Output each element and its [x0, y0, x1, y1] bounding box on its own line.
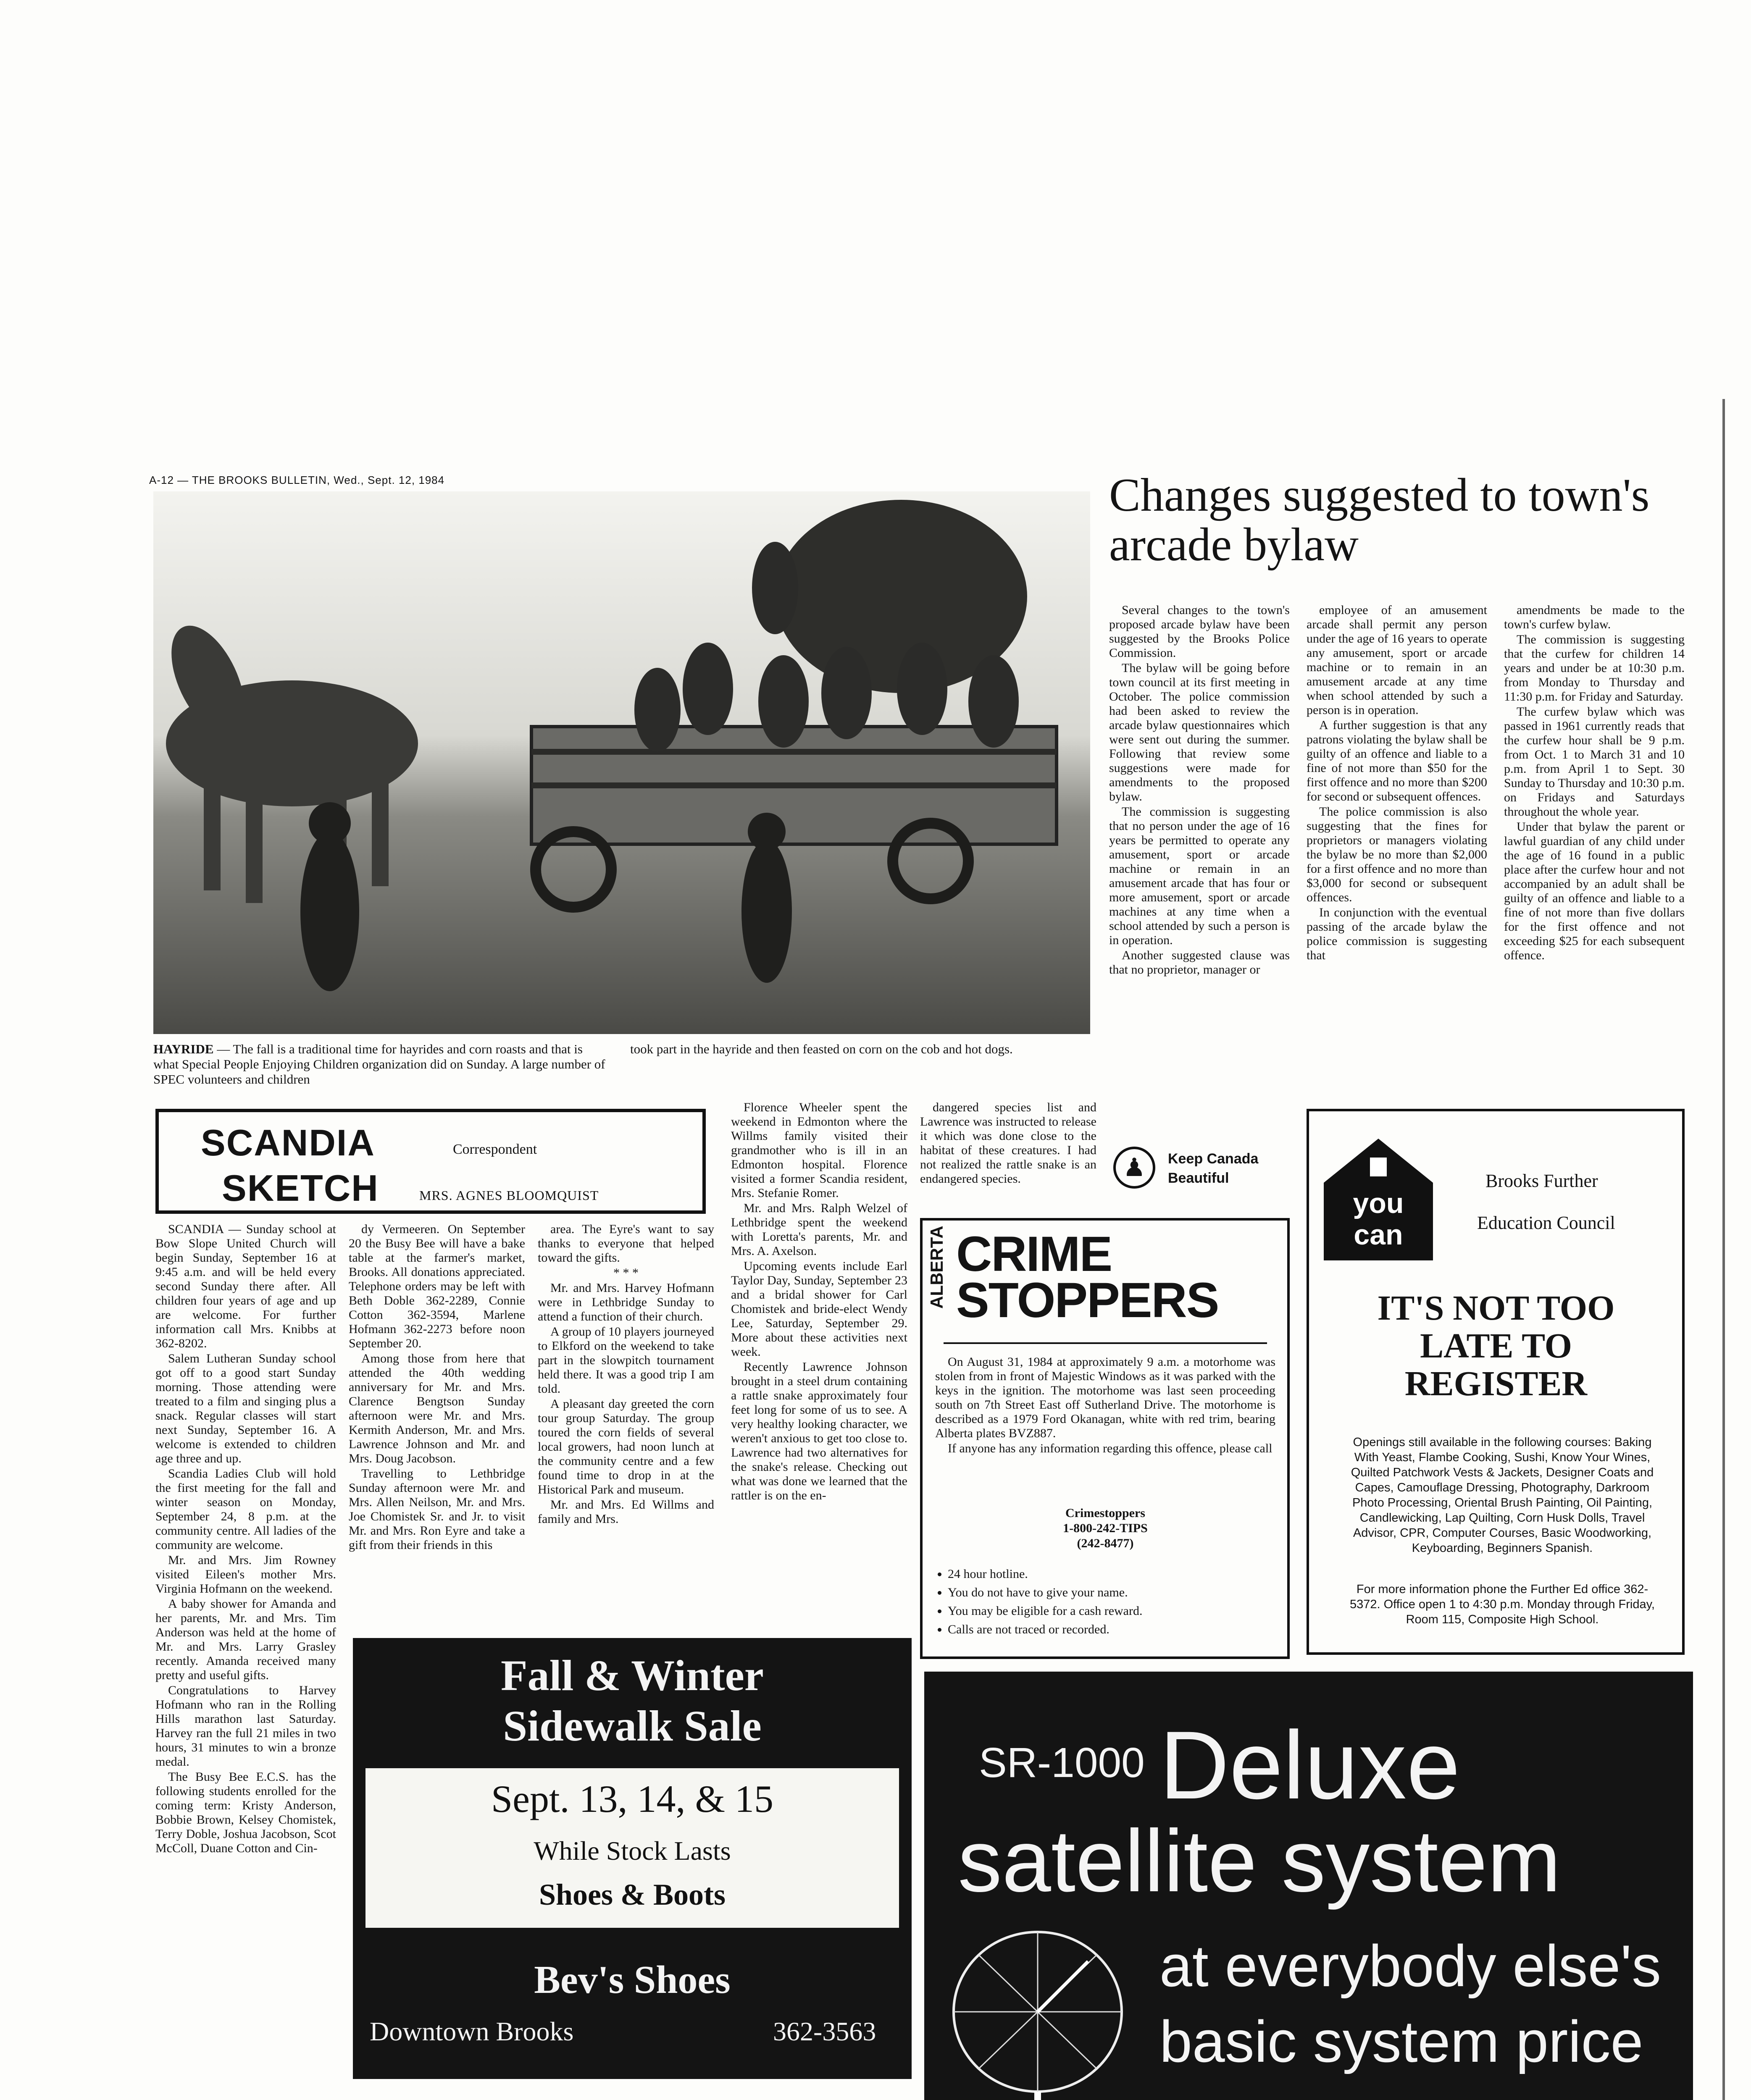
scandia-paragraph: Mr. and Mrs. Harvey Hofmann were in Lethbridge Sunday to attend a function of their church.	[538, 1281, 714, 1323]
sr1000-model: SR-1000	[979, 1739, 1145, 1786]
hayride-caption-lead: HAYRIDE	[153, 1042, 214, 1056]
arcade-column-2	[1307, 603, 1487, 963]
bevs-sale-dates: Sept. 13, 14, & 15	[491, 1777, 774, 1820]
scandia-paragraph: A pleasant day greeted the corn tour group Saturday. The group toured the corn fields of several local growers, had noon lunch at the community centre and a few found time to drop in at the Historical Park and museum.	[538, 1397, 714, 1496]
arcade-headline: Changes suggested to town's arcade bylaw	[1109, 469, 1650, 571]
keep-canada-icon: ♟	[1113, 1147, 1155, 1189]
arcade-paragraph: amendments be made to the town's curfew bylaw.	[1504, 603, 1685, 631]
hayride-caption-continued: took part in the hayride and then feasted on corn on the cob and hot dogs.	[630, 1042, 1013, 1056]
hayride-photo	[153, 491, 1090, 1034]
crime-stoppers-bullets	[931, 1565, 1142, 1639]
arcade-paragraph: The commission is suggesting that no person under the age of 16 years be permitted to operate any amusement, sport or arcade machine or remain in an amusement arcade that has four or more amusement, sport or arcade machines at any time when a school attended by such a person is in operation.	[1109, 805, 1290, 947]
crime-stoppers-title-2: STOPPERS	[956, 1273, 1219, 1328]
arcade-paragraph: A further suggestion is that any patrons violating the bylaw shall be guilty of an offence and liable to a fine of not more than $50 for the first offence and no more than $200 for second or subsequent offences.	[1307, 718, 1487, 803]
scandia-column-1	[155, 1222, 336, 1856]
scandia-paragraph: Mr. and Mrs. Jim Rowney visited Eileen's mother Mrs. Virginia Hofmann on the weekend.	[155, 1553, 336, 1596]
correspondent-label: Correspondent	[453, 1142, 537, 1157]
correspondent-name: MRS. AGNES BLOOMQUIST	[419, 1188, 599, 1203]
scandia-paragraph: Congratulations to Harvey Hofmann who ran in the Rolling Hills marathon last Saturday. Harvey ran the full 21 miles in two hours, 31 minutes to win a bronze medal.	[155, 1683, 336, 1769]
scandia-title-line1: SCANDIA	[201, 1122, 375, 1163]
crime-stoppers-org: Crimestoppers	[1065, 1506, 1145, 1520]
scandia-sketch-banner	[155, 1109, 706, 1214]
crime-stoppers-body	[935, 1355, 1275, 1457]
arcade-paragraph: In conjunction with the eventual passing of the arcade bylaw the police commission is suggesting that	[1307, 906, 1487, 962]
scandia-column-4	[731, 1100, 907, 1504]
scandia-paragraph: * * *	[613, 1266, 639, 1280]
bevs-title-1: Fall & Winter	[501, 1651, 764, 1700]
scandia-paragraph: A group of 10 players journeyed to Elkford on the weekend to take part in the slowpitch tournament held there. It was a good trip I am told.	[538, 1325, 714, 1396]
scandia-paragraph: Travelling to Lethbridge Sunday afternoon were Mr. and Mrs. Allen Neilson, Mr. and Mrs. Joe Chomistek Sr. and Jr. to visit Mr. and Mrs. Ron Eyre and take a gift from their friends in this	[349, 1467, 525, 1552]
crime-stoppers-ad	[920, 1218, 1290, 1659]
further-ed-org-line1: Brooks Further	[1485, 1171, 1598, 1191]
scandia-paragraph: Florence Wheeler spent the weekend in Edmonton where the Willms family visited their grandmother who is ill in an Edmonton hospital. Florence visited a former Scandia resident, Mrs. Stefanie Romer.	[731, 1100, 907, 1200]
crime-stoppers-bullet: • You may be eligible for a cash reward.	[948, 1602, 1142, 1620]
bevs-location: Downtown Brooks	[370, 2016, 574, 2046]
scandia-paragraph: Upcoming events include Earl Taylor Day, Sunday, September 23 and a bridal shower for Carl Chomistek and bride-elect Wendy Lee, Saturday, September 29. More about these activities next week.	[731, 1259, 907, 1359]
scandia-paragraph: Scandia Ladies Club will hold the first meeting for the fall and winter season on Monday, September 24, 8 p.m. at the community centre. All ladies of the community are welcome.	[155, 1467, 336, 1552]
scandia-paragraph: SCANDIA — Sunday school at Bow Slope United Church will begin Sunday, September 16 at 9:45 a.m. and will be held every second Sunday there after. All children four years of age and up are welcome. For further information call Mrs. Knibbs at 362-8202.	[155, 1222, 336, 1350]
crime-stoppers-province-label: ALBERTA	[927, 1226, 946, 1309]
hayride-illustration	[153, 491, 1090, 1034]
scandia-column-2	[349, 1222, 525, 1553]
scandia-paragraph: dangered species list and Lawrence was instructed to release it which was done close to the habitat of these creatures. I had not realized the rattle snake is an endangered species.	[920, 1100, 1096, 1186]
satellite-dish-icon	[941, 1915, 1143, 2100]
scandia-column-3	[538, 1222, 714, 1527]
scandia-paragraph: Salem Lutheran Sunday school got off to a good start Sunday morning. Those attending were treated to a film and singing plus a snack. Regular classes will start next Sunday, September 16. A welcome is extended to children age three and up.	[155, 1352, 336, 1465]
bevs-phone: 362-3563	[773, 2016, 876, 2046]
keep-canada-beautiful-logo	[1109, 1134, 1294, 1201]
arcade-paragraph: Several changes to the town's proposed arcade bylaw have been suggested by the Brooks Police Commission.	[1109, 603, 1290, 660]
you-can-line2: can	[1354, 1219, 1403, 1251]
radio-shack-ad	[924, 1672, 1693, 2100]
bevs-stock-note: While Stock Lasts	[534, 1836, 731, 1866]
bevs-title-2: Sidewalk Sale	[503, 1702, 762, 1750]
hayride-caption	[153, 1042, 607, 1087]
scandia-paragraph: area. The Eyre's want to say thanks to everyone that helped toward the gifts.	[538, 1222, 714, 1265]
arcade-paragraph: The commission is suggesting that the curfew for children 14 years and under be at 10:30 p.m. from Monday to Thursday and 11:30 p.m. for Friday and Saturday.	[1504, 633, 1685, 704]
arcade-paragraph: Another suggested clause was that no proprietor, manager or	[1109, 948, 1290, 976]
keep-canada-line2: Beautiful	[1168, 1170, 1229, 1186]
crime-stoppers-phone: 1-800-242-TIPS	[1063, 1521, 1148, 1535]
deluxe-word: Deluxe	[1159, 1711, 1460, 1819]
crime-stoppers-bullet: • You do not have to give your name.	[948, 1583, 1142, 1602]
bevs-shoes-ad	[353, 1638, 912, 2079]
arcade-paragraph: The police commission is also suggesting that the fines for proprietors or managers violating the bylaw be no more than $2,000 for a first offence and no more than $3,000 for second or subsequent offences.	[1307, 805, 1487, 904]
scandia-paragraph: dy Vermeeren. On September 20 the Busy Bee will have a bake table at the farmer's market, Brooks. All donations appreciated. Telephone orders may be left with Beth Doble 362-2289, Connie Cotton 362-3594, Marlene Hofmann 362-2273 before noon September 20.	[349, 1222, 525, 1350]
scandia-paragraph: Mr. and Mrs. Ed Willms and family and Mrs.	[538, 1498, 714, 1526]
everybody-line: at everybody else's	[1159, 1933, 1662, 1999]
scandia-paragraph: Mr. and Mrs. Ralph Welzel of Lethbridge spent the weekend with Loretta's parents, Mr. and Mrs. A. Axelson.	[731, 1201, 907, 1258]
crime-stoppers-phone-alt: (242-8477)	[1077, 1536, 1134, 1550]
further-education-ad	[1307, 1109, 1685, 1655]
bevs-sale-panel	[365, 1768, 899, 1928]
scandia-title-line2: SKETCH	[222, 1167, 379, 1209]
scandia-column-5	[920, 1100, 1096, 1187]
page-edge-rule	[1722, 399, 1725, 2100]
crime-stoppers-title-1: CRIME	[956, 1226, 1112, 1282]
bevs-store-name: Bev's Shoes	[534, 1958, 731, 2002]
bevs-items: Shoes & Boots	[539, 1878, 726, 1911]
scandia-paragraph: Among those from here that attended the 40th wedding anniversary for Mr. and Mrs. Clarence Bengtson Sunday afternoon were Mr. and Mrs. Kermith Anderson, Mr. and Mrs. Lawrence Johnson and Mr. and Mrs. Doug Jacobson.	[349, 1352, 525, 1465]
further-ed-headline-2: LATE TO	[1420, 1326, 1572, 1365]
further-ed-headline-3: REGISTER	[1404, 1364, 1588, 1403]
arcade-paragraph: Under that bylaw the parent or lawful guardian of any child under the age of 16 found in a public place after the curfew hour and not accompanied by an adult shall be guilty of an offence and liable to a fine of not more than five dollars for the first offence and not exceeding $25 for each subsequent offence.	[1504, 820, 1685, 962]
further-ed-courses: Openings still available in the following courses: Baking With Yeast, Flambe Cooking, Sushi, Know Your Wines, Quilted Patchwork Vests & Jackets, Designer Coats and Capes, Camouflage Dressing, Photography, Darkroom Photo Processing, Oriental Brush Painting, Oil Painting, Candlewicking, Lap Quilting, Corn Husk Dolls, Travel Advisor, CPR, Computer Courses, Basic Woodworking, Keyboarding, Beginners Spanish.	[1351, 1436, 1654, 1555]
satellite-hero-panel	[924, 1672, 1693, 2100]
crime-stoppers-bullet: • 24 hour hotline.	[948, 1565, 1142, 1583]
you-can-line1: you	[1353, 1187, 1404, 1219]
further-ed-org-line2: Education Council	[1477, 1213, 1615, 1233]
crime-stoppers-bullet: • Calls are not traced or recorded.	[948, 1620, 1142, 1639]
scandia-paragraph: A baby shower for Amanda and her parents, Mr. and Mrs. Tim Anderson was held at the home of Mr. and Mrs. Larry Grasley recently. Amanda received many pretty and useful gifts.	[155, 1597, 336, 1682]
further-ed-info: For more information phone the Further Ed office 362-5372. Office open 1 to 4:30 p.m. Monday through Friday, Room 115, Composite High School.	[1350, 1583, 1655, 1626]
crime-stoppers-divider	[944, 1342, 1267, 1344]
scandia-paragraph: The Busy Bee E.C.S. has the following students enrolled for the coming term: Kristy Anderson, Bobbie Brown, Kelsey Chomistek, Terry Doble, Joshua Jacobson, Scot McColl, Duane Cotton and Cin-	[155, 1770, 336, 1855]
you-can-logo	[1322, 1137, 1435, 1263]
crime-stoppers-paragraph: On August 31, 1984 at approximately 9 a.m. a motorhome was stolen from in front of Majestic Windows as it was parked with the keys in the ignition. The motorhome was last seen proceeding south on 7th Street East off Sutherland Drive. The motorhome is described as a 1979 Ford Okanagan, white with red trim, bearing Alberta plates BVZ887.	[935, 1355, 1275, 1440]
arcade-paragraph: employee of an amusement arcade shall permit any person under the age of 16 years to operate any amusement, sport or arcade machine or to remain in an amusement arcade at any time when school attended by such a person is in operation.	[1307, 603, 1487, 717]
basic-price-line: basic system price	[1159, 2008, 1643, 2074]
further-ed-headline-1: IT'S NOT TOO	[1377, 1289, 1615, 1328]
keep-canada-line1: Keep Canada	[1168, 1151, 1259, 1167]
satellite-system-line: satellite system	[958, 1811, 1561, 1910]
scandia-paragraph: Recently Lawrence Johnson brought in a steel drum containing a rattle snake approximately four feet long for some of us to see. A very healthy looking character, we weren't anxious to get too close to. Lawrence had two alternatives for the snake's release. Checking out what was done we learned that the rattler is on the en-	[731, 1360, 907, 1502]
arcade-paragraph: The curfew bylaw which was passed in 1961 currently reads that the curfew hour shall be 9 p.m. from Oct. 1 to March 31 and 10 p.m. from April 1 to Sept. 30 Sunday to Thursday and 10:30 p.m. on Fridays and Saturdays throughout the whole year.	[1504, 705, 1685, 819]
arcade-paragraph: The bylaw will be going before town council at its first meeting in October. The police commission had been asked to review the arcade bylaw questionnaires which were sent out during the summer. Following that review some suggestions were made for amendments to the proposed bylaw.	[1109, 661, 1290, 803]
crime-stoppers-paragraph: If anyone has any information regarding this offence, please call	[948, 1441, 1272, 1455]
hayride-caption-text: — The fall is a traditional time for hayrides and corn roasts and that is what Special People Enjoying Children organization did on Sunday. A large number of SPEC volunteers and children	[153, 1042, 605, 1087]
arcade-column-1	[1109, 603, 1290, 978]
page-header: A-12 — THE BROOKS BULLETIN, Wed., Sept. 12, 1984	[149, 474, 445, 486]
arcade-column-3	[1504, 603, 1685, 963]
